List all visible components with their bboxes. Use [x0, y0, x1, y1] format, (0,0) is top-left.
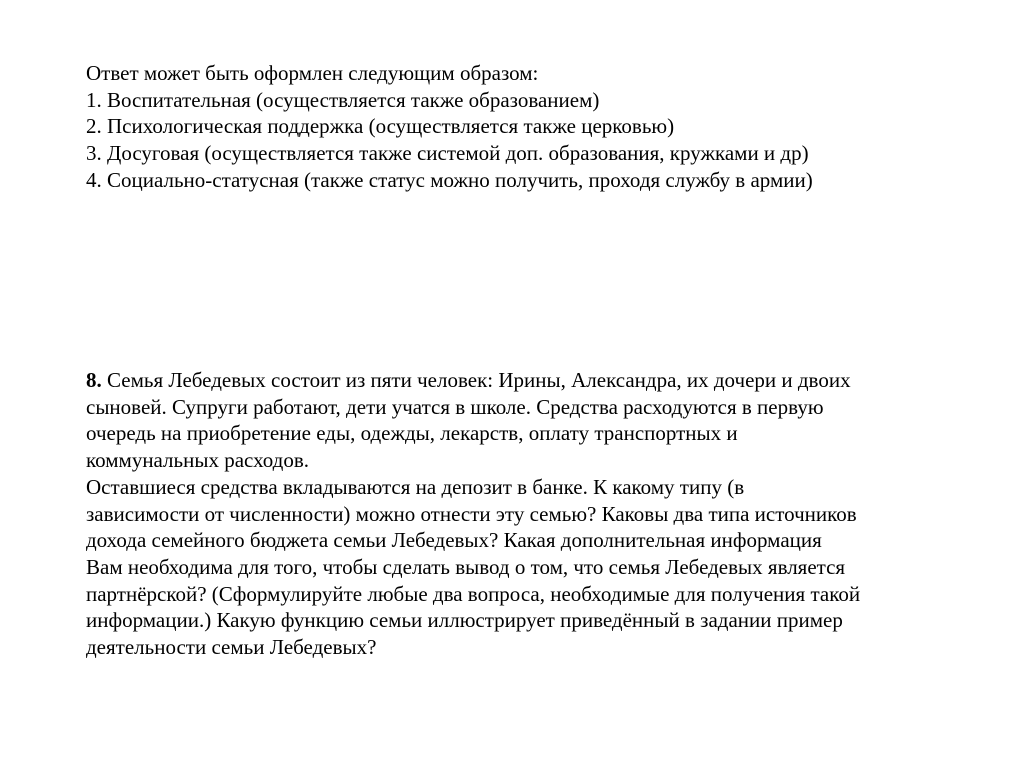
task-line: сыновей. Супруги работают, дети учатся в школе. Средства расходуются в первую: [86, 394, 824, 419]
answer-text-block: [86, 60, 986, 194]
task-line: информации.) Какую функцию семьи иллюстрирует приведённый в задании пример: [86, 608, 843, 633]
answer-item-2: 2. Психологическая поддержка (осуществляется также церковью): [86, 114, 675, 139]
answer-item-3: 3. Досуговая (осуществляется также системой доп. образования, кружками и др): [86, 141, 809, 166]
task-line: партнёрской? (Сформулируйте любые два вопроса, необходимые для получения такой: [86, 581, 861, 606]
task-number: 8.: [86, 368, 102, 392]
task-line: зависимости от численности) можно отнести эту семью? Каковы два типа источников: [86, 501, 857, 526]
task-8-text-block: [86, 367, 986, 661]
task-first-line: [86, 367, 986, 394]
task-line: деятельности семьи Лебедевых?: [86, 635, 377, 660]
task-line: Вам необходима для того, чтобы сделать вывод о том, что семья Лебедевых является: [86, 554, 846, 579]
task-line: Оставшиеся средства вкладываются на депозит в банке. К какому типу (в: [86, 474, 745, 499]
task-first-line-text: Семья Лебедевых состоит из пяти человек: Ирины, Александра, их дочери и двоих: [101, 368, 851, 392]
answer-item-4: 4. Социально-статусная (также статус можно получить, проходя службу в армии): [86, 167, 813, 192]
task-line: очередь на приобретение еды, одежды, лекарств, оплату транспортных и: [86, 421, 738, 446]
answer-item-1: 1. Воспитательная (осуществляется также образованием): [86, 87, 600, 112]
answer-intro-line: Ответ может быть оформлен следующим образом:: [86, 61, 539, 85]
task-line: дохода семейного бюджета семьи Лебедевых? Какая дополнительная информация: [86, 528, 822, 553]
task-line: коммунальных расходов.: [86, 448, 310, 473]
